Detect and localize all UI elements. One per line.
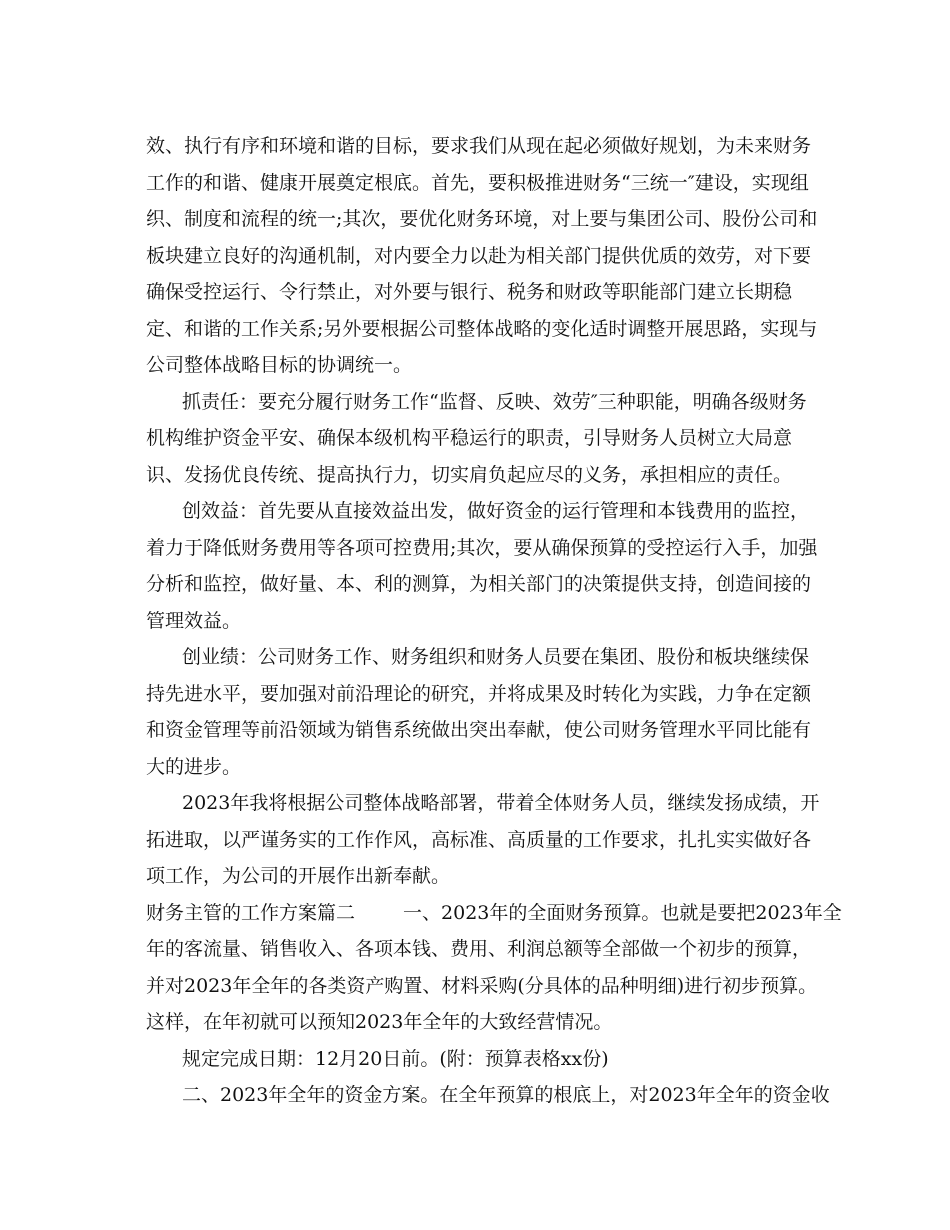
text-line: 并对2023年全年的各类资产购置、材料采购(分具体的品种明细)进行初步预算。: [146, 974, 818, 997]
paragraph-first-line: 创业绩：公司财务工作、财务组织和财务人员要在集团、股份和板块继续保: [182, 646, 810, 668]
text-line: 定、和谐的工作关系;另外要根据公司整体战略的变化适时调整开展思路，实现与: [146, 317, 818, 340]
text-line: 拓进取，以严谨务实的工作作风，高标准、高质量的工作要求，扎扎实实做好各: [146, 828, 812, 851]
paragraph-first-line: 2023年我将根据公司整体战略部署，带着全体财务人员，继续发扬成绩，开: [182, 792, 820, 814]
text-line: 分析和监控，做好量、本、利的测算，为相关部门的决策提供支持，创造间接的: [146, 573, 812, 595]
text-line: 机构维护资金平安、确保本级机构平稳运行的职责，引导财务人员树立大局意: [146, 427, 793, 449]
section-text: 一、2023年的全面财务预算。也就是要把2023年全: [403, 901, 842, 924]
text-line: 效、执行有序和环境和谐的目标，要求我们从现在起必须做好规划，为未来财务: [146, 135, 812, 157]
text-line: 年的客流量、销售收入、各项本钱、费用、利润总额等全部做一个初步的预算，: [146, 938, 812, 960]
document-body: [146, 128, 842, 1114]
text-line: 大的进步。: [146, 755, 242, 778]
text-line: 识、发扬优良传统、提高执行力，切实肩负起应尽的义务，承担相应的责任。: [146, 463, 793, 486]
paragraph-first-line: 抓责任：要充分履行财务工作“监督、反映、效劳″三种职能，明确各级财务: [182, 390, 807, 413]
paragraph-first-line: 创效益：首先要从直接效益出发，做好资金的运行管理和本钱费用的监控，: [182, 500, 810, 522]
text-line: 管理效益。: [146, 609, 242, 632]
paragraph-first-line: 二、2023年全年的资金方案。在全年预算的根底上，对2023年全年的资金收: [182, 1084, 830, 1106]
section-title: 财务主管的工作方案篇二: [146, 901, 356, 924]
section-title-line: [146, 895, 842, 932]
text-line: 板块建立良好的沟通机制，对内要全力以赴为相关部门提供优质的效劳，对下要: [146, 244, 812, 267]
text-line: 公司整体战略目标的协调统一。: [146, 354, 413, 376]
text-line: 确保受控运行、令行禁止，对外要与银行、税务和财政等职能部门建立长期稳: [146, 281, 793, 303]
text-line: 着力于降低财务费用等各项可控费用;其次，要从确保预算的受控运行入手，加强: [146, 536, 818, 559]
text-line: 这样，在年初就可以预知2023年全年的大致经营情况。: [146, 1011, 613, 1033]
text-line: 工作的和谐、健康开展奠定根底。首先，要积极推进财务“三统一″建设，实现组: [146, 171, 809, 194]
text-line: 项工作，为公司的开展作出新奉献。: [146, 865, 451, 887]
paragraph-first-line: 规定完成日期：12月20日前。(附：预算表格xx份): [182, 1047, 609, 1070]
text-line: 持先进水平，要加强对前沿理论的研究，并将成果及时转化为实践，力争在定额: [146, 682, 812, 705]
text-line: 织、制度和流程的统一;其次，要优化财务环境，对上要与集团公司、股份公司和: [146, 208, 818, 230]
text-line: 和资金管理等前沿领域为销售系统做出突出奉献，使公司财务管理水平同比能有: [146, 719, 812, 741]
